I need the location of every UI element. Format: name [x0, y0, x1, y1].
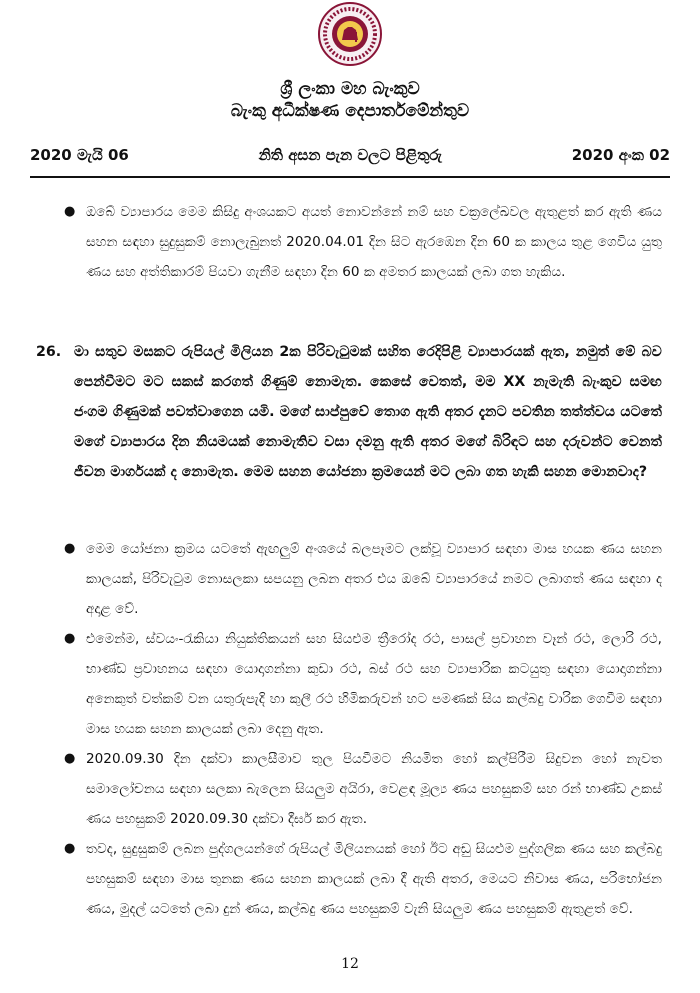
list-item: ● මෙම යෝජනා ක්‍රමය යටතේ ඇඟලුම් අංශයේ බලපෑමට ලක්වූ ව්‍යාපාර සඳහා මාස හයක ණය සහන කාලයක්, පිරිවැටුම නොසලකා සපයනු ලබන අතර එය ඔබේ ව්‍යාපාරයේ නමට ලබාගත් ණය සඳහා ද අදාළ වේ. — [46, 534, 662, 624]
list-item: ● තවද, සුදුසුකම් ලබන පුද්ගලයන්ගේ රුපියල් මිලියනයක් හෝ ඊට අඩු සියළුම පුද්ගලික ණය සහ කල්බදු පහසුකම් සඳහා මාස තුනක ණය සහන කාලයක් ලබා දී ඇති අතර, මෙයට නිවාස ණය, පරිභෝජන ණය, මුදල් යටතේ ලබා දුන් ණය, කල්බදු ණය පහසුකම් වැනි සියලුම ණය පහසුකම් ඇතුළත් වේ. — [46, 834, 662, 924]
bullet-icon: ● — [64, 751, 76, 766]
bullet-list — [46, 197, 662, 287]
letterhead — [0, 78, 700, 122]
organization-title: ශ්‍රී ලංකා මහ බැංකුව — [280, 79, 420, 99]
header-divider — [30, 176, 670, 178]
document-date: 2020 මැයි 06 — [30, 146, 129, 164]
lion-emblem-icon — [302, 2, 398, 66]
continued-answer-block — [46, 197, 662, 287]
bullet-icon: ● — [64, 204, 76, 219]
list-item: ● එමෙන්ම, ස්වයං-රැකියා නියුක්තිකයන් සහ සියළුම ත්‍රීරෝද රථ, පාසල් ප්‍රවාහන වෑන් රථ, ලොරි රථ, භාණ්ඩ ප්‍රවාහනය සඳහා යොදාගන්නා කුඩා රථ, බස් රථ සහ ව්‍යාපාරික කටයුතු සඳහා යොදාගන්නා අනෙකුත් වත්කම් වන යතුරුපැදි හා කුලී රථ හිමිකරුවන් හට පමණක් සිය කල්බදු වාරික ගෙවීම සඳහා මාස හයක සහන කාලයක් ලබා දෙනු ඇත. — [46, 624, 662, 744]
department-title: බැංකු අධීක්ෂණ දෙපාර්තමේන්තුව — [230, 101, 470, 121]
bullet-icon: ● — [64, 541, 76, 556]
list-item: ● ඔබේ ව්‍යාපාරය මෙම කිසිදු අංශයකට අයත් නොවන්නේ නම් සහ චක්‍රලේඛවල ඇතුළත් කර ඇති ණය සහන සඳහා සුදුසුකම් නොලැබුනත් 2020.04.01 දින සිට ඇරඹෙන දින 60 ක කාලය තුළ ගෙවිය යුතු ණය සහ අත්තිකාරම් පියවා ගැනීම සඳහා දින 60 ක අමතර කාලයක් ලබා ගත හැකිය. — [46, 197, 662, 287]
answer-26-block — [46, 534, 662, 924]
list-item: ● 2020.09.30 දින දක්වා කාලසීමාව තුල පියවීමට නියමිත හෝ කල්පිරීම සිදුවන හෝ නැවත සමාලෝචනය සඳහා සලකා බැලෙන සියලුම අයිරා, වෙළඳ මූල්‍ය ණය පහසුකම් සහ රන් භාණ්ඩ උකස් ණය පහසුකම් 2020.09.30 දක්වා දීර්ඝ කර ඇත. — [46, 744, 662, 834]
bullet-list — [46, 534, 662, 924]
issue-number: 2020 අංක 02 — [571, 146, 670, 164]
document-header-row — [30, 143, 670, 167]
document-title: නිති අසන පැන වලට පිළිතුරු — [258, 146, 442, 164]
bullet-icon: ● — [64, 631, 76, 646]
central-bank-seal — [302, 2, 398, 66]
page-number: 12 — [341, 956, 359, 972]
question-26 — [36, 337, 662, 487]
bullet-icon: ● — [64, 841, 76, 856]
question-text: මා සතුව මසකට රුපියල් මිලියන 2ක පිරිවැටුමක් සහිත රෙදිපිළි ව්‍යාපාරයක් ඇත, නමුත් මේ බව පෙන්වීමට මට සකස් කරගත් ගිණුම් නොමැත. කෙසේ වෙතත්, මම XX නැමැති බැංකුව සමඟ ජංගම ගිණුමක් පවත්වාගෙන යමි. මගේ සාප්පුවේ තොග ඇති අතර දැනට පවතින තත්ත්වය යටතේ මගේ ව්‍යාපාරය දින නියමයක් නොමැතිව වසා දමනු ඇති අතර මගේ බිරිඳට සහ දරුවන්ට වෙනත් ජීවන මාර්ගයක් ද නොමැත. මෙම සහන යෝජනා ක්‍රමයෙන් මට ලබා ගත හැකි සහන මොනවාද? — [74, 344, 662, 480]
question-number: 26. — [36, 344, 62, 360]
